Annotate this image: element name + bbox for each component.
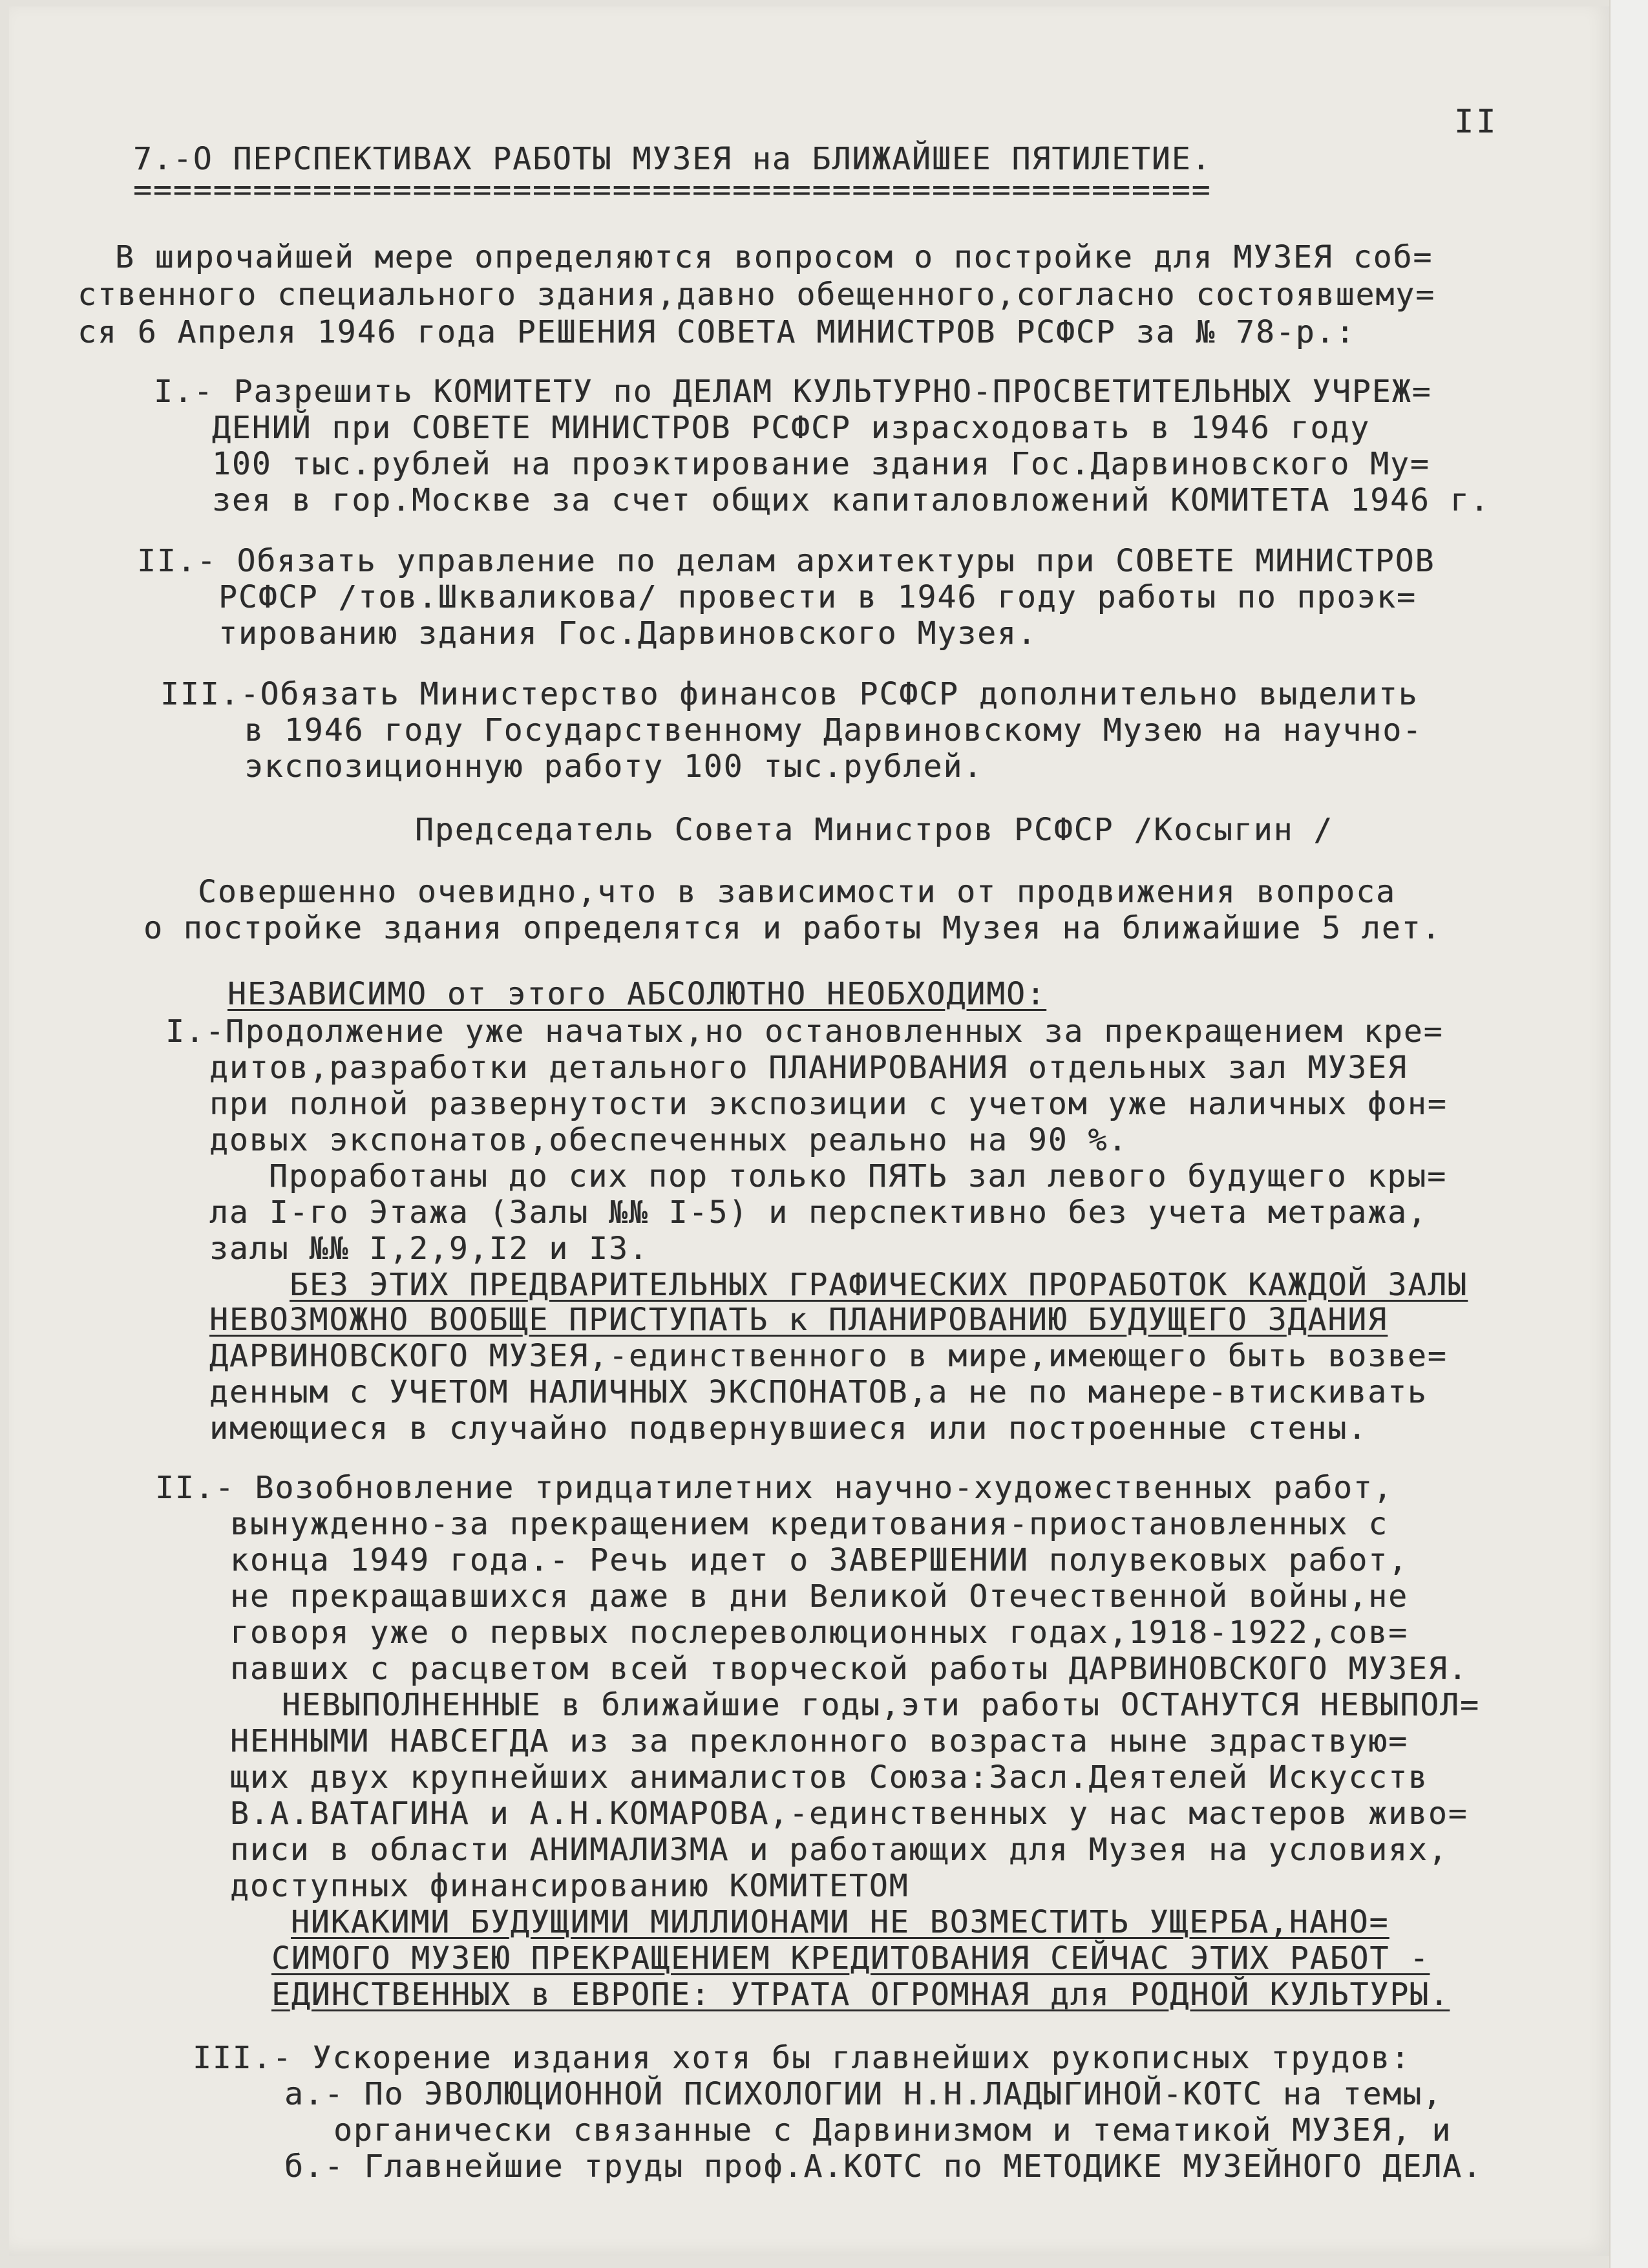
decision-line: II.- Обязать управление по делам архитектуры при СОВЕТЕ МИНИСТРОВ [137, 543, 1435, 579]
need-line: денным с УЧЕТОМ НАЛИЧНЫХ ЭКСПОНАТОВ,а не по манере-втискивать [209, 1374, 1428, 1410]
need-line: залы №№ I,2,9,I2 и I3. [209, 1231, 649, 1267]
decision-line: РСФСР /тов.Шкваликова/ провести в 1946 году работы по проэк= [218, 579, 1417, 615]
need-line: щих двух крупнейших анималистов Союза:Засл.Деятелей Искусств [230, 1759, 1428, 1796]
need-line: писи в области АНИМАЛИЗМА и работающих для Музея на условиях, [230, 1832, 1448, 1868]
conclusion-line: Совершенно очевидно,что в зависимости от продвижения вопроса [198, 874, 1396, 910]
independent-heading: НЕЗАВИСИМО от этого АБСОЛЮТНО НЕОБХОДИМО: [227, 976, 1046, 1012]
page-edge [1609, 0, 1648, 2268]
need-line: не прекращавшихся даже в дни Великой Отечественной войны,не [230, 1578, 1409, 1615]
intro-line: ственного специального здания,давно обещенного,согласно состоявшему= [78, 277, 1436, 313]
need-line: имеющиеся в случайно подвернувшиеся или построенные стены. [209, 1410, 1368, 1447]
signature-line: Председатель Совета Министров РСФСР /Косыгин / [415, 812, 1334, 848]
emphasis-line: НИКАКИМИ БУДУЩИМИ МИЛЛИОНАМИ НЕ ВОЗМЕСТИТЬ УЩЕРБА,НАНО= [291, 1904, 1389, 1940]
decision-line: ДЕНИЙ при СОВЕТЕ МИНИСТРОВ РСФСР израсходовать в 1946 году [212, 410, 1371, 446]
intro-line: В широчайшей мере определяются вопросом о постройке для МУЗЕЯ соб= [115, 239, 1433, 275]
need-line: I.-Продолжение уже начатых,но остановленных за прекращением кре= [165, 1013, 1444, 1050]
need-line: павших с расцветом всей творческой работы ДАРВИНОВСКОГО МУЗЕЯ. [230, 1651, 1468, 1687]
intro-line: ся 6 Апреля 1946 года РЕШЕНИЯ СОВЕТА МИНИСТРОВ РСФСР за № 78-р.: [78, 314, 1356, 350]
decision-line: 100 тыс.рублей на проэктирование здания Гос.Дарвиновского Му= [212, 446, 1430, 482]
need-line: а.- По ЭВОЛЮЦИОННОЙ ПСИХОЛОГИИ Н.Н.ЛАДЫГИНОЙ-КОТС на темы, [284, 2076, 1443, 2112]
emphasis-line: ЕДИНСТВЕННЫХ в ЕВРОПЕ: УТРАТА ОГРОМНАЯ для РОДНОЙ КУЛЬТУРЫ. [271, 1977, 1450, 2013]
need-line: органически связанные с Дарвинизмом и тематикой МУЗЕЯ, и [333, 2112, 1452, 2148]
emphasis-line: СИМОГО МУЗЕЮ ПРЕКРАЩЕНИЕМ КРЕДИТОВАНИЯ СЕЙЧАС ЭТИХ РАБОТ - [271, 1940, 1430, 1977]
need-line: конца 1949 года.- Речь идет о ЗАВЕРШЕНИИ полувековых работ, [230, 1542, 1409, 1578]
need-line: б.- Главнейшие труды проф.А.КОТС по МЕТОДИКЕ МУЗЕЙНОГО ДЕЛА. [284, 2148, 1483, 2185]
need-line: В.А.ВАТАГИНА и А.Н.КОМАРОВА,-единственных у нас мастеров живо= [230, 1796, 1468, 1832]
emphasis-line: БЕЗ ЭТИХ ПРЕДВАРИТЕЛЬНЫХ ГРАФИЧЕСКИХ ПРОРАБОТОК КАЖДОЙ ЗАЛЫ [290, 1267, 1468, 1303]
need-line: ДАРВИНОВСКОГО МУЗЕЯ,-единственного в мире,имеющего быть возве= [209, 1338, 1448, 1374]
section-title: 7.-О ПЕРСПЕКТИВАХ РАБОТЫ МУЗЕЯ на БЛИЖАЙШЕЕ ПЯТИЛЕТИЕ. [133, 141, 1212, 177]
decision-line: экспозиционную работу 100 тыс.рублей. [244, 748, 984, 785]
need-line: довых экспонатов,обеспеченных реально на 90 %. [209, 1122, 1128, 1158]
page-number: II [1454, 103, 1499, 140]
title-underline: ====================================================== [133, 172, 1212, 208]
decision-line: I.- Разрешить КОМИТЕТУ по ДЕЛАМ КУЛЬТУРНО-ПРОСВЕТИТЕЛЬНЫХ УЧРЕЖ= [154, 374, 1432, 410]
need-line: III.- Ускорение издания хотя бы главнейших рукописных трудов: [193, 2040, 1411, 2076]
need-line: НЕВЫПОЛНЕННЫЕ в ближайшие годы,эти работы ОСТАНУТСЯ НЕВЫПОЛ= [282, 1687, 1480, 1723]
conclusion-line: о постройке здания определятся и работы Музея на ближайшие 5 лет. [143, 910, 1442, 946]
emphasis-line: НЕВОЗМОЖНО ВООБЩЕ ПРИСТУПАТЬ к ПЛАНИРОВАНИЮ БУДУЩЕГО ЗДАНИЯ [209, 1302, 1388, 1338]
need-line: вынужденно-за прекращением кредитования-приостановленных с [230, 1506, 1389, 1542]
decision-line: в 1946 году Государственному Дарвиновскому Музею на научно- [244, 712, 1423, 748]
need-line: II.- Возобновление тридцатилетних научно-художественных работ, [155, 1470, 1393, 1506]
need-line: НЕННЫМИ НАВСЕГДА из за преклонного возраста ныне здраствую= [230, 1723, 1409, 1759]
need-line: доступных финансированию КОМИТЕТОМ [230, 1868, 909, 1904]
need-line: говоря уже о первых послереволюционных годах,1918-1922,сов= [230, 1615, 1409, 1651]
need-line: при полной развернутости экспозиции с учетом уже наличных фон= [209, 1086, 1448, 1122]
decision-line: тированию здания Гос.Дарвиновского Музея. [218, 615, 1037, 652]
need-line: дитов,разработки детального ПЛАНИРОВАНИЯ отдельных зал МУЗЕЯ [209, 1050, 1408, 1086]
decision-line: III.-Обязать Министерство финансов РСФСР дополнительно выделить [160, 676, 1419, 712]
need-line: Проработаны до сих пор только ПЯТЬ зал левого будущего кры= [269, 1158, 1448, 1194]
need-line: ла I-го Этажа (Залы №№ I-5) и перспективно без учета метража, [209, 1194, 1428, 1231]
decision-line: зея в гор.Москве за счет общих капиталовложений КОМИТЕТА 1946 г. [212, 482, 1490, 518]
